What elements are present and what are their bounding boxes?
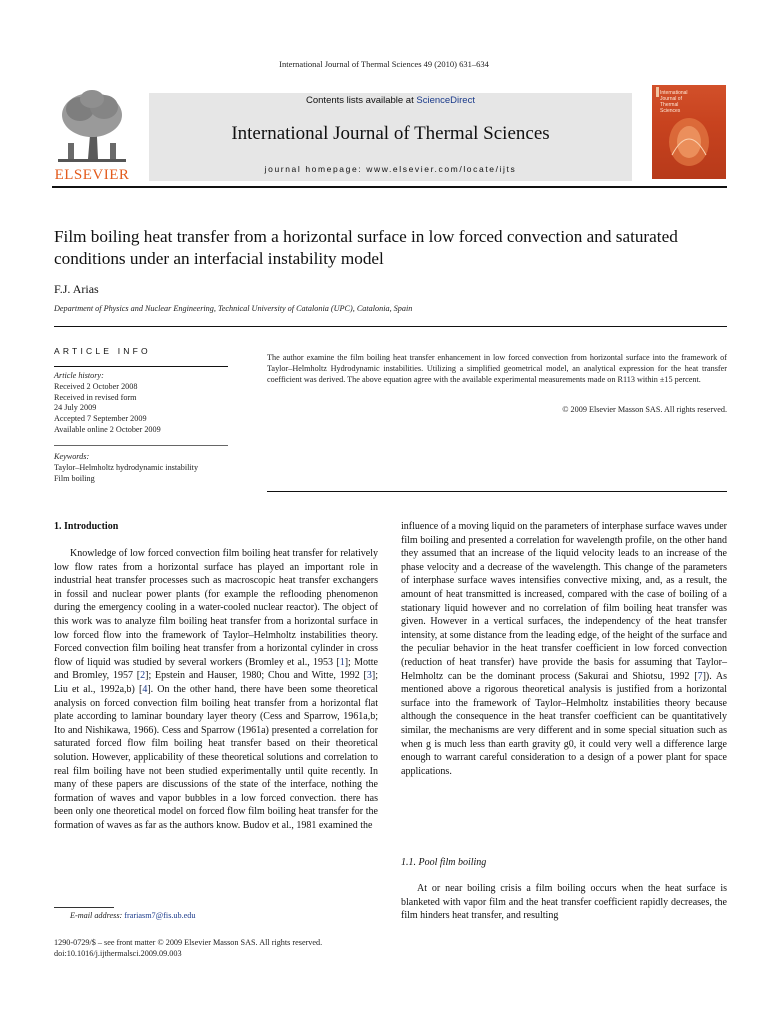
cover-title: International Journal of Thermal Sciences [660,90,688,114]
text-run: ]; Epstein and Hauser, 1980; Chou and Witte, 1992 [ [145,670,367,682]
abstract-copyright: © 2009 Elsevier Masson SAS. All rights reserved. [562,405,727,414]
keyword-item: Film boiling [54,473,95,483]
email-label: E-mail address: [70,911,123,920]
sciencedirect-link[interactable]: ScienceDirect [416,95,475,106]
text-run: ]. On the other hand, there have been some theoretical analysis on forced convection film boiling heat transfer from a horizontal flat plate according to laminar boundary layer theory (Cess and Sparrow, 1961a,b; Ito and Nishikawa, 1966). Cess and Sparrow (1961a) presented a correlation for saturated forced flow film boiling heat transfer based on their theoretical solution. However, applicability of these theoretical solutions and correlation to real film boiling have not been studied experimentally until quite recently. In many of these papers are discussions of the state of the interface, nothing the formation of waves and vapor bubbles in a low forced convection. there has been only one theoretical model on forced flow film boiling heat transfer for the formation of waves as far as the authors know. Budov et al., 1981 examined the [54,683,378,831]
article-info-heading: ARTICLE INFO [54,346,151,356]
journal-cover-image [652,85,726,179]
history-item: Accepted 7 September 2009 [54,414,147,424]
keywords [54,452,264,484]
abstract-text: The author examine the film boiling heat transfer enhancement in low forced convection from horizontal surface into the framework of Taylor–Helmholtz Hydrodynamic instabilities. Utilizing a simplified geometrical model, an analytical expression for the heat transfer coefficient was derived. The above equation agree with the available experimental measurements made on R113 within ±15 percent. [267,353,727,384]
reference-link[interactable]: 4 [142,683,148,695]
left-column [54,547,378,832]
footnote-rule [54,907,114,908]
history-item: 24 July 2009 [54,403,97,413]
text-run: Knowledge of low forced convection film boiling heat transfer for relatively low flow rates from a horizontal surface has played an important role in industrial heat transfer processes such as macroscopic heat transfer exchangers in fossil and nuclear power plants (for example the reflooding phenomenon during the emergency cooling in a water-cooled nuclear reactor). The object of this work was to analyze film boiling heat transfer from a horizontal surface in low forced flow into the framework of Taylor–Helmholtz instabilities theory. Forced convection film boiling heat transfer from a horizontal cylinder in cross flow of liquid was studied by several workers (Bromley et al., 1953 [ [54,548,378,668]
journal-homepage[interactable]: journal homepage: www.elsevier.com/locate/ijts [264,164,517,174]
author-email [70,911,195,920]
reference-link[interactable]: 2 [140,670,146,682]
title-rule [54,326,727,327]
subsection-heading: 1.1. Pool film boiling [401,857,487,868]
article-title: Film boiling heat transfer from a horizontal surface in low forced convection and saturated conditions under an interfacial instability model [54,227,678,268]
right-column-continued [401,882,727,923]
cover-strip [656,87,659,97]
history-item: Received 2 October 2008 [54,381,138,391]
reference-link[interactable]: 3 [366,670,372,682]
cover-graphic [662,115,716,169]
reference-link[interactable]: 1 [339,656,345,668]
journal-title: International Journal of Thermal Sciences [231,123,550,144]
journal-header [52,85,727,183]
journal-banner [149,93,632,181]
history-label: Article history: [54,371,104,380]
text-run: ]; Motte and Bromley, 1957 [ [54,656,378,682]
keywords-label: Keywords: [54,452,90,461]
elsevier-wordmark: ELSEVIER [54,167,130,183]
paragraph [401,520,727,778]
contents-label: Contents lists available at [306,95,417,106]
reference-link[interactable]: 7 [697,670,703,682]
section-heading: 1. Introduction [54,521,119,532]
history-item: Received in revised form [54,392,137,402]
page-footer [54,937,322,959]
article-info-rule [54,366,228,367]
doi-line[interactable]: doi:10.1016/j.ijthermalsci.2009.09.003 [54,949,182,958]
abstract-rule-bottom [267,491,727,492]
elsevier-logo [52,85,132,183]
paragraph [54,547,378,832]
email-link[interactable]: frariasm7@fis.ub.edu [124,911,196,920]
text-run: ]; Liu et al., 1992a,b) [ [54,670,378,695]
contents-line [149,95,632,106]
text-run: influence of a moving liquid on the parameters of interphase surface waves under film boiling and presented a correlation for wavelength profile, on the other hand they assumed that an increase of the liquid velocity leads to an increase of the phase velocity and a decrease of the wavelength. This change of the parameters of interphase surface waves intensifies convective mixing, and, as a result, the amount of heat transmitted is increased, compared with the case of boiling of a stationary liquid however and no correlation of film boiling heat transfer was given. However in a vertical surfaces, the independency of the heat transfer intensity, at some distance from the leading edge, of the height of the surface and the peculiar behavior in the heat transfer coefficient in low forced convection (reduction of heat transfer) have provide the basis for assuming that Taylor–Helmholtz can be the dominant process (Sakurai and Shiotsu, 1992 [ [401,521,727,682]
front-matter-line: 1290-0729/$ – see front matter © 2009 Elsevier Masson SAS. All rights reserved. [54,938,323,947]
author-affiliation: Department of Physics and Nuclear Engineering, Technical University of Catalonia (UPC), Catalonia, Spain [54,304,413,313]
text-run: ]). As mentioned above a rigorous theoretical analysis is justified from a horizontal surface into the framework of Taylor–Helmholtz instabilities theory because although the consequence in the heat transfer coefficient can be quantitatively similar, the mechanisms are very different and in some special situation such as when g is much less than earth gravity g0, it could very well a difference large enough to warrant careful consideration to a design of a power plant for space applications. [401,670,727,777]
article-authors: F.J. Arias [54,282,99,296]
keyword-item: Taylor–Helmholtz hydrodynamic instability [54,462,199,472]
paragraph: At or near boiling crisis a film boiling occurs when the heat surface is blanketed with vapor film and the heat transfer coefficient rapidly decreases, the film hinders heat transfer, and resulting [401,883,727,922]
keywords-rule [54,445,228,446]
journal-citation: International Journal of Thermal Sciences 49 (2010) 631–634 [279,59,489,69]
history-item: Available online 2 October 2009 [54,424,161,434]
right-column [401,520,727,778]
header-rule [52,186,727,188]
article-history [54,371,254,436]
